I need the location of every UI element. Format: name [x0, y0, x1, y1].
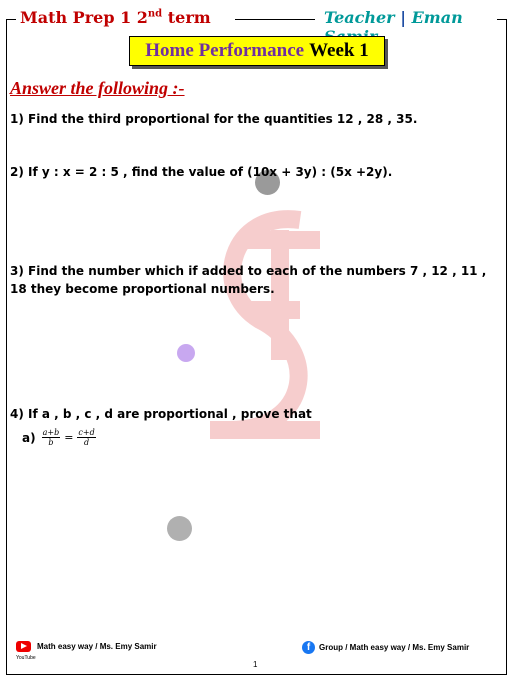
fraction-lhs: $\frac{a+b}{b}$: [42, 428, 60, 447]
decorative-dot: [177, 344, 195, 362]
section-heading: Answer the following :-: [10, 78, 185, 98]
youtube-caption: YouTube: [16, 655, 36, 661]
header-course: Math Prep 1 2nd term: [20, 8, 211, 27]
header-teacher: Teacher | Eman: [324, 8, 463, 27]
decorative-dot: [167, 516, 192, 541]
footer-youtube[interactable]: [16, 641, 157, 652]
sub-question-label: a): [22, 430, 36, 445]
page-title: Home Performance Week 1: [129, 36, 385, 66]
footer-facebook[interactable]: [302, 641, 469, 654]
question-4: 4) If a , b , c , d are proportional , prove that: [10, 407, 312, 421]
question-2: 2) If y : x = 2 : 5 , find the value of (10x + 3y) : (5x +2y).: [10, 165, 393, 179]
question-1: 1) Find the third proportional for the quantities 12 , 28 , 35.: [10, 112, 418, 126]
footer-facebook-text: Group / Math easy way / Ms. Emy Samir: [319, 643, 470, 652]
equals-sign: =: [64, 431, 74, 444]
fraction-rhs: $\frac{c+d}{d}$: [78, 428, 95, 447]
question-3: 3) Find the number which if added to each of the numbers 7 , 12 , 11 , 18 they become proportional numbers.: [10, 264, 487, 296]
page-number: 1: [253, 660, 258, 669]
footer-youtube-text: Math easy way / Ms. Emy Samir: [37, 642, 157, 651]
youtube-icon: [16, 641, 31, 652]
question-4a: [22, 428, 96, 447]
facebook-icon: f: [302, 641, 315, 654]
